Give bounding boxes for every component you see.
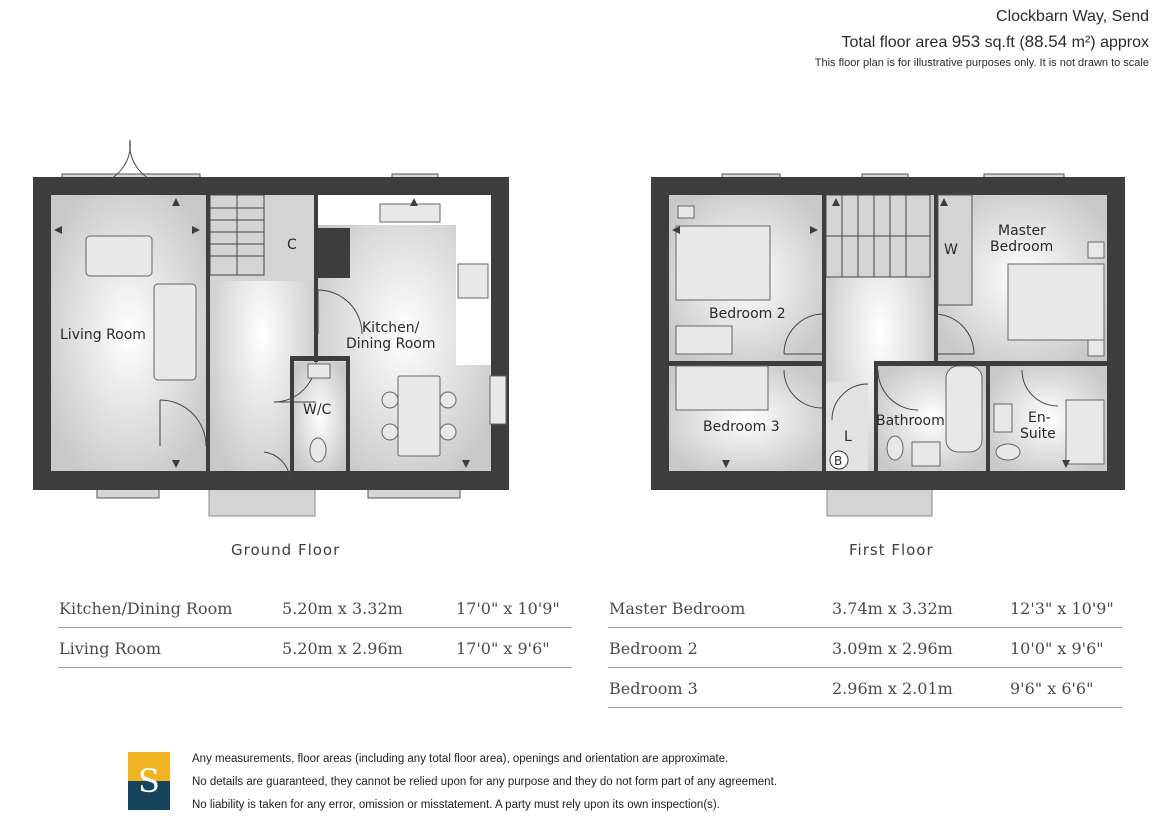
room-metric: 5.20m x 3.32m (282, 599, 403, 618)
first-floor-dimensions (608, 588, 1122, 708)
footer-line-3: No liability is taken for any error, omission or misstatement. A party must rely upon its own inspection(s). (192, 799, 720, 811)
area-suffix: ) approx (1090, 34, 1149, 51)
ground-floor-title: Ground Floor (231, 541, 341, 559)
ensuite-label-line1: En- (1028, 410, 1051, 426)
table-row (608, 588, 1122, 628)
ground-floor-dimensions (58, 588, 572, 668)
table-row (58, 628, 572, 668)
boiler-label: B (834, 454, 843, 468)
first-floor-plan (651, 174, 1125, 516)
room-name: Bedroom 3 (609, 679, 698, 698)
room-imperial: 10'0" x 9'6" (1010, 639, 1104, 658)
first-floor-title: First Floor (849, 541, 934, 559)
kitchen-label-line2: Dining Room (346, 336, 436, 352)
bedroom3-label: Bedroom 3 (703, 419, 780, 435)
area-m2: 88.54 (1024, 32, 1068, 51)
ground-floor-plan (33, 140, 509, 516)
area-sqft-unit: sq.ft (984, 34, 1015, 51)
wc-label: W/C (303, 402, 332, 418)
footer-line-2: No details are guaranteed, they cannot be relied upon for any purpose and they do not form part of any agreement. (192, 776, 777, 788)
cupboard-label: C (287, 237, 297, 253)
room-imperial: 17'0" x 9'6" (456, 639, 550, 658)
wardrobe-label: W (944, 242, 958, 258)
area-m2-unit: m² (1071, 34, 1091, 51)
room-imperial: 9'6" x 6'6" (1010, 679, 1094, 698)
room-name: Living Room (59, 639, 162, 658)
table-row (608, 668, 1122, 708)
area-sqft: 953 (951, 32, 981, 51)
room-imperial: 12'3" x 10'9" (1010, 599, 1114, 618)
ensuite-label-line2: Suite (1020, 426, 1056, 442)
plan-disclaimer: This floor plan is for illustrative purposes only. It is not drawn to scale (814, 57, 1149, 69)
room-metric: 3.74m x 3.32m (832, 599, 953, 618)
room-imperial: 17'0" x 10'9" (456, 599, 560, 618)
agency-logo (128, 752, 170, 810)
table-row (608, 628, 1122, 668)
table-row (58, 588, 572, 628)
kitchen-label-line1: Kitchen/ (362, 320, 420, 336)
master-label-line2: Bedroom (990, 239, 1054, 255)
room-metric: 3.09m x 2.96m (832, 639, 953, 658)
living-room-label: Living Room (60, 327, 146, 343)
landing-label: L (844, 429, 852, 445)
area-open: ( (1019, 34, 1025, 51)
room-metric: 2.96m x 2.01m (832, 679, 953, 698)
room-name: Bedroom 2 (609, 639, 698, 658)
bathroom-label: Bathroom (876, 413, 945, 429)
room-metric: 5.20m x 2.96m (282, 639, 403, 658)
area-prefix: Total floor area (841, 34, 948, 51)
bedroom2-label: Bedroom 2 (709, 306, 786, 322)
logo-letter: S (138, 762, 160, 800)
room-name: Kitchen/Dining Room (59, 599, 233, 618)
footer-line-1: Any measurements, floor areas (including any total floor area), openings and orientation are approximate. (192, 753, 729, 765)
room-name: Master Bedroom (609, 599, 746, 618)
master-label-line1: Master (998, 223, 1046, 239)
property-address: Clockbarn Way, Send (996, 8, 1149, 25)
